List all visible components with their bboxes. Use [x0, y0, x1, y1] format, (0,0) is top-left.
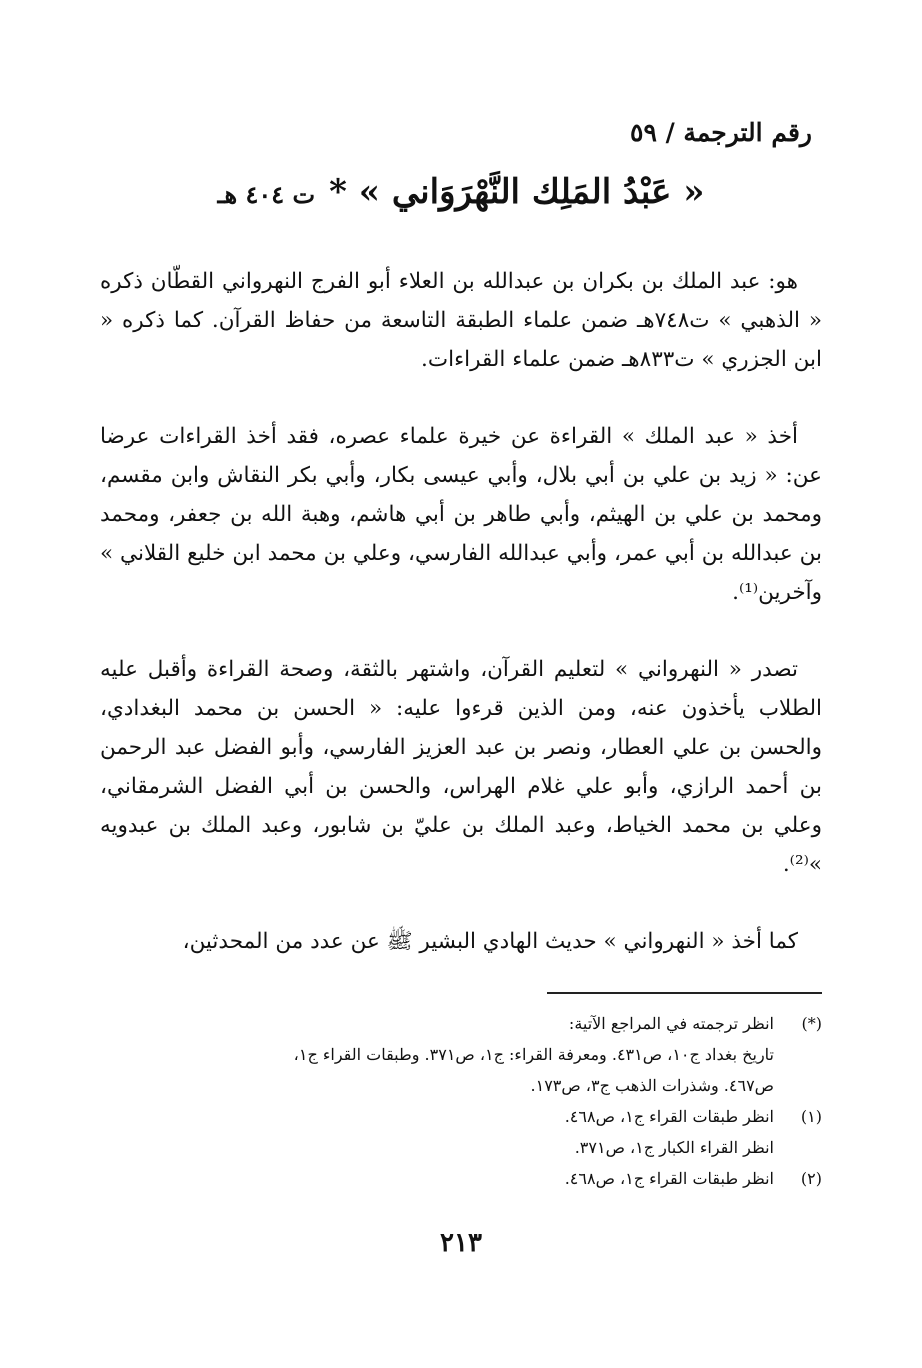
footnote-mark: (١) — [800, 1107, 822, 1126]
paragraph-identity: هو: عبد الملك بن بكران بن عبدالله بن العلاء أبو الفرج النهرواني القطّان ذكره « الذهبي » ت٧٤٨هـ ضمن علماء الطبقة التاسعة من حفاظ القرآن. كما ذكره « ابن الجزري » ت٨٣٣هـ ضمن علماء القراءات. — [100, 269, 822, 372]
paragraph-hadith: كما أخذ « النهرواني » حديث الهادي البشير ﷺ عن عدد من المحدثين، — [182, 929, 798, 954]
footnote-divider — [547, 992, 822, 994]
footnote-line: انظر القراء الكبار ج١، ص٣٧١. — [574, 1138, 774, 1157]
footnote-mark: (*) — [801, 1014, 822, 1033]
death-date: ت ٤٠٤ هـ — [217, 180, 316, 209]
page-number: ٢١٣ — [440, 1228, 482, 1258]
footnote-line: انظر ترجمته في المراجع الآتية: — [568, 1014, 774, 1033]
footnote-line: انظر طبقات القراء ج١، ص٤٦٨. — [564, 1107, 774, 1126]
biography-title — [100, 172, 822, 212]
footnotes — [97, 1008, 822, 1194]
footnote-2 — [97, 1163, 822, 1194]
footnote-sources — [97, 1008, 822, 1101]
footnote-line: ص٤٦٧. وشذرات الذهب ج٣، ص١٧٣. — [530, 1076, 774, 1095]
footnote-mark: (٢) — [800, 1169, 822, 1188]
paragraph-teachers: أخذ « عبد الملك » القراءة عن خيرة علماء عصره، فقد أخذ القراءات عرضا عن: « زيد بن علي بن أبي بلال، وأبي عيسى بكار، وأبي بكر النقاش وابن مقسم، ومحمد بن علي بن الهيثم، وأبي طاهر بن أبي هاشم، وهبة الله بن جعفر، ومحمد بن عبدالله بن أبي عمر، وأبي عبدالله الفارسي، وعلي بن محمد ابن خليع القلاني » وآخرين⁽¹⁾. — [100, 424, 822, 605]
footnote-line: تاريخ بغداد ج١٠، ص٤٣١. ومعرفة القراء: ج١، ص٣٧١. وطبقات القراء ج١، — [293, 1045, 774, 1064]
paragraph-students: تصدر « النهرواني » لتعليم القرآن، واشتهر بالثقة، وصحة القراءة وأقبل عليه الطلاب يأخذون عنه، ومن الذين قرءوا عليه: « الحسن بن محمد البغدادي، والحسن بن علي العطار، ونصر بن عبد العزيز الفارسي، وأبو الفضل عبد الرحمن بن أحمد الرازي، وأبو علي غلام الهراس، والحسن بن أبي الفضل الشرمقاني، وعلي بن محمد الخياط، وعبد الملك بن عليّ بن شابور، وعبد الملك بن عبدويه »⁽²⁾. — [100, 657, 822, 877]
title-name: « عَبْدُ المَلِك النَّهْرَوَاني » * — [329, 172, 705, 212]
footnote-line: انظر طبقات القراء ج١، ص٤٦٨. — [564, 1169, 774, 1188]
footnote-1 — [97, 1101, 822, 1163]
body-text — [100, 262, 822, 999]
entry-number: رقم الترجمة / ٥٩ — [630, 118, 812, 147]
